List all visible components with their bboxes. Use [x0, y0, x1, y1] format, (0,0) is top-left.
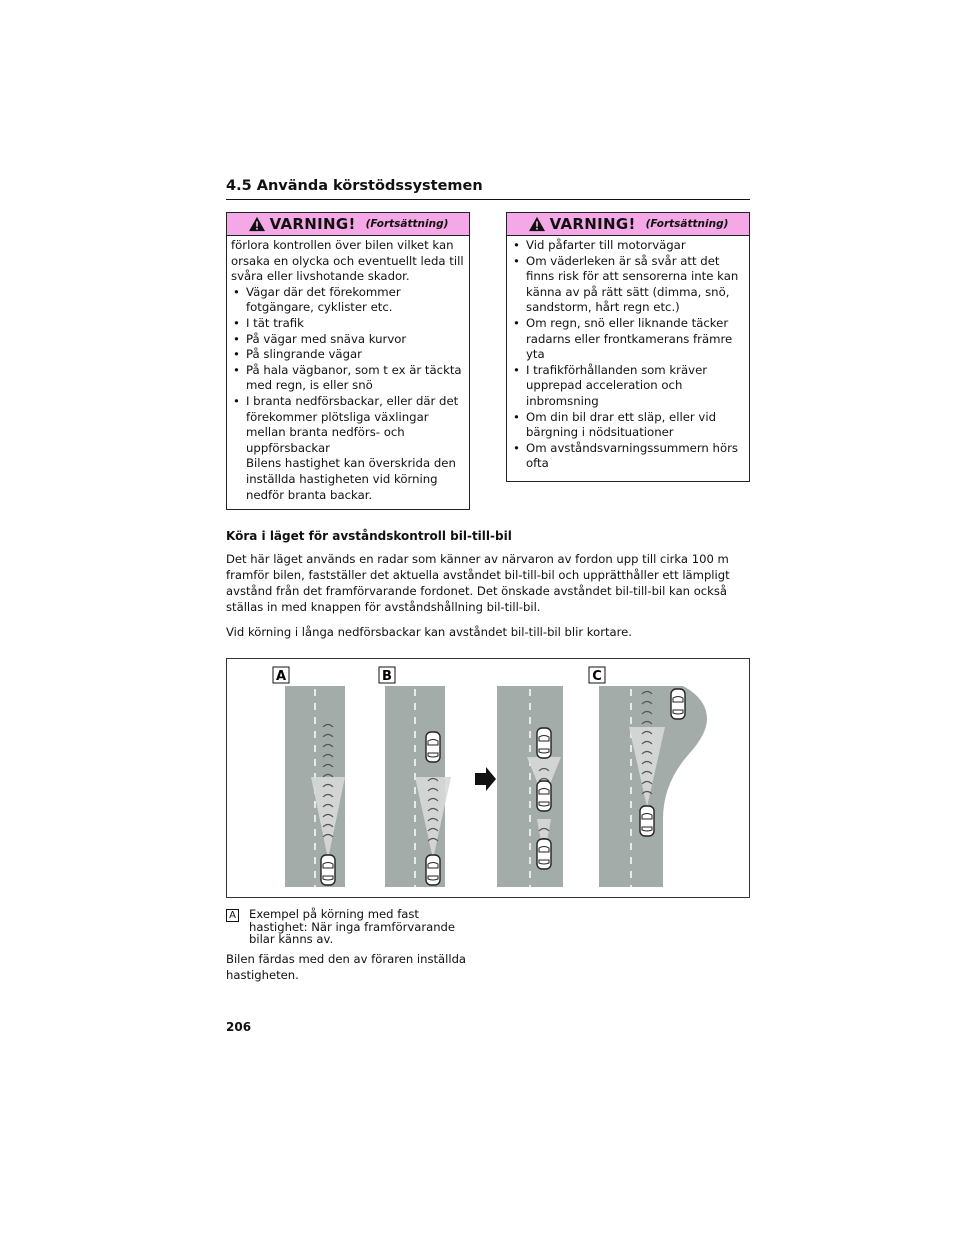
warning-header — [227, 213, 469, 236]
warning-title: VARNING! — [549, 215, 636, 233]
list-item: • Vid påfarter till motorvägar — [511, 238, 745, 254]
warning-body — [227, 236, 469, 503]
warning-title: VARNING! — [269, 215, 356, 233]
road-c — [599, 686, 707, 887]
list-item: • Om regn, snö eller liknande täcker radarns eller frontkamerans främre yta — [511, 316, 745, 363]
car-icon — [537, 728, 551, 758]
label-c-badge — [589, 667, 605, 684]
car-icon — [321, 855, 335, 885]
list-item-trailing-text: Bilens hastighet kan överskrida den inställda hastigheten vid körning nedför branta backar. — [246, 456, 456, 502]
list-item: • I trafikförhållanden som kräver upprepad acceleration och inbromsning — [511, 363, 745, 410]
warning-box-1 — [226, 212, 470, 510]
warning-continued: (Fortsättning) — [365, 218, 449, 230]
warning-lead-text: förlora kontrollen över bilen vilket kan orsaka en olycka och eventuellt leda till svåra eller livshotande skador. — [231, 238, 464, 284]
car-icon — [640, 806, 654, 836]
list-item: • Om väderleken är så svår att det finns risk för att sensorerna inte kan känna av på rätt sätt (dimma, snö, sandstorm, hårt regn etc.) — [511, 254, 745, 316]
car-icon — [537, 781, 551, 811]
warning-list — [511, 238, 745, 472]
section-title: 4.5 Använda körstödssystemen — [226, 178, 483, 194]
section-divider — [226, 199, 750, 200]
road-a — [285, 686, 345, 887]
label-a: A — [275, 669, 287, 684]
warning-continued: (Fortsättning) — [645, 218, 729, 230]
warning-box-2 — [506, 212, 750, 482]
warning-triangle-icon — [248, 216, 266, 232]
list-item: • I tät trafik — [231, 316, 465, 332]
list-item: • På vägar med snäva kurvor — [231, 332, 465, 348]
figure-caption — [226, 908, 476, 946]
warning-list — [231, 285, 465, 503]
label-b: B — [382, 669, 392, 684]
car-icon — [426, 732, 440, 762]
car-icon — [426, 855, 440, 885]
caption-text: Exempel på körning med fast hastighet: När inga framförvarande bilar känns av. — [249, 907, 456, 946]
body-paragraph: Det här läget används en radar som känner av närvaron av fordon upp till cirka 100 m framför bilen, fastställer det aktuella avståndet bil-till-bil och upprätthåller ett lämpligt avstånd från det framförvarande fordonet. Det önskade avståndet bil-till-bil kan också ställas in med knappen för avståndshållning bil-till-bil. — [226, 552, 730, 614]
label-c: C — [592, 669, 602, 684]
list-item: • Vägar där det förekommer fotgängare, cyklister etc. — [231, 285, 465, 316]
road-b — [385, 686, 451, 887]
list-item: • På slingrande vägar — [231, 347, 465, 363]
list-item: • På hala vägbanor, som t ex är täckta med regn, is eller snö — [231, 363, 465, 394]
car-icon — [537, 839, 551, 869]
body-paragraph: Vid körning i långa nedförsbackar kan avståndet bil-till-bil blir kortare. — [226, 625, 632, 639]
list-item-text: • I branta nedförsbackar, eller där det förekommer plötsliga växlingar mellan branta nedförs- och uppförsbackar — [246, 393, 459, 455]
caption-note: Bilen färdas med den av föraren inställda hastigheten. — [226, 952, 467, 982]
list-item: • Om avståndsvarningssummern hörs ofta — [511, 441, 745, 472]
list-item: • Om din bil drar ett släp, eller vid bärgning i nödsituationer — [511, 410, 745, 441]
transition-arrow-icon — [475, 767, 496, 791]
warning-header — [507, 213, 749, 236]
car-icon — [671, 689, 685, 719]
list-item — [231, 394, 465, 503]
illustration-svg — [227, 659, 749, 897]
caption-badge: A — [226, 909, 239, 922]
warning-triangle-icon — [528, 216, 546, 232]
page-number: 206 — [226, 1020, 252, 1034]
distance-control-illustration — [226, 658, 750, 898]
label-a-badge — [273, 667, 289, 684]
label-b-badge — [379, 667, 395, 684]
road-b2 — [497, 686, 563, 887]
warning-body — [507, 236, 749, 472]
subheading: Köra i läget för avståndskontroll bil-till-bil — [226, 529, 512, 543]
